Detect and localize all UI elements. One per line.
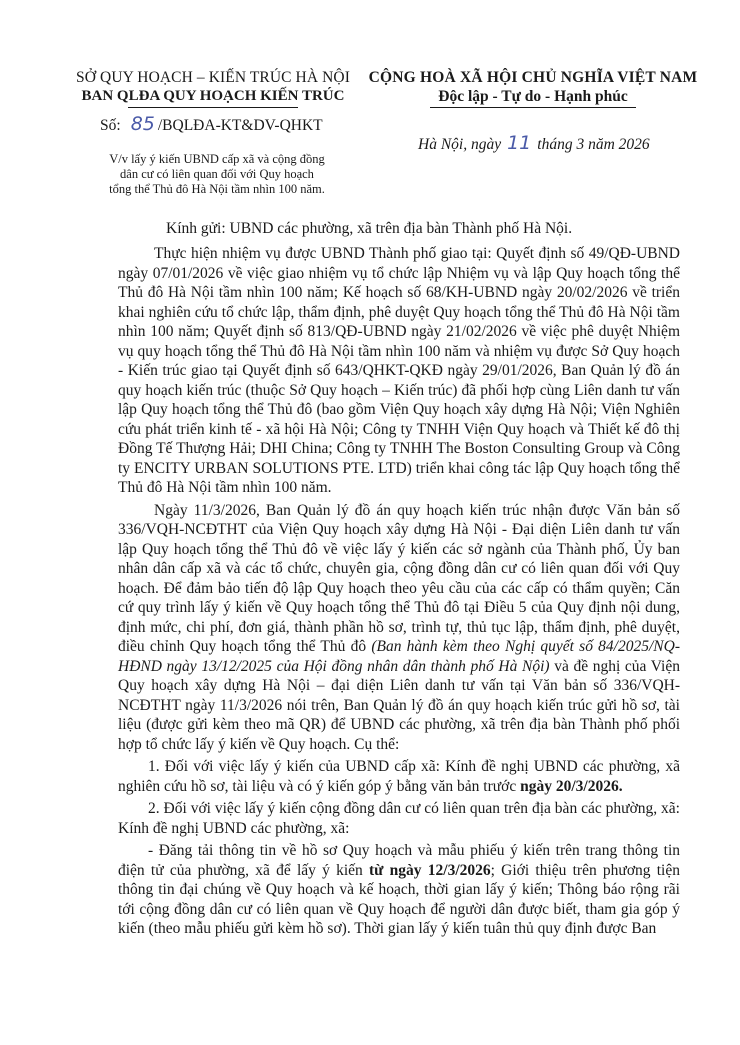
document-body <box>118 244 680 942</box>
subject-block <box>82 152 352 197</box>
board-underline <box>128 107 298 108</box>
paragraph: 2. Đối với việc lấy ý kiến cộng đồng dân cư có liên quan trên địa bàn các phường, xã: Kính đề nghị UBND các phường, xã: <box>118 800 680 837</box>
motto-underline <box>430 107 636 108</box>
date-line <box>418 132 650 154</box>
recipient-line: Kính gửi: UBND các phường, xã trên địa bàn Thành phố Hà Nội. <box>166 220 573 237</box>
doc-number-handwritten: 85 <box>130 113 155 135</box>
date-suffix: tháng 3 năm 2026 <box>537 136 650 153</box>
agency-name: SỞ QUY HOẠCH – KIẾN TRÚC HÀ NỘI <box>76 69 350 86</box>
issuer-block <box>58 68 368 108</box>
start-date: từ ngày 12/3/2026 <box>369 861 491 879</box>
paragraph: 1. Đối với việc lấy ý kiến của UBND cấp xã: Kính đề nghị UBND các phường, xã nghiên cứu hồ sơ, tài liệu và có ý kiến góp ý bằng văn bản trước ngày 20/3/2026. <box>118 758 680 795</box>
subject-line: V/v lấy ý kiến UBND cấp xã và cộng đồng <box>109 152 325 166</box>
nation-name: CỘNG HOÀ XÃ HỘI CHỦ NGHĨA VIỆT NAM <box>368 69 698 86</box>
deadline-date: ngày 20/3/2026. <box>520 777 623 795</box>
doc-number-code: /BQLĐA-KT&DV-QHKT <box>157 117 323 134</box>
paragraph: - Đăng tải thông tin về hồ sơ Quy hoạch và mẫu phiếu ý kiến trên trang thông tin điện tử của phường, xã để lấy ý kiến từ ngày 12/3/2026; Giới thiệu trên phương tiện thông tin đại chúng về Quy hoạch và kế hoạch, thời gian lấy ý kiến; Thông báo rộng rãi tới cộng đồng dân cư có liên quan về Quy hoạch để người dân được biết, tham gia góp ý kiến (theo mẫu phiếu gửi kèm hồ sơ). Thời gian lấy ý kiến tuân thủ quy định được Ban <box>118 842 680 937</box>
national-heading <box>368 68 698 108</box>
date-prefix: Hà Nội, ngày <box>418 136 502 153</box>
board-name: BAN QLĐA QUY HOẠCH KIẾN TRÚC <box>81 88 345 104</box>
document-number <box>100 113 323 135</box>
italic-citation: (Ban hành kèm theo Nghị quyết số 84/2025/NQ-HĐND ngày 13/12/2025 của Hội đồng nhân dân thành phố Hà Nội) <box>118 638 680 675</box>
doc-number-label: Số: <box>100 117 121 134</box>
subject-line: tổng thể Thủ đô Hà Nội tầm nhìn 100 năm. <box>109 182 325 196</box>
national-motto: Độc lập - Tự do - Hạnh phúc <box>438 88 628 105</box>
subject-line: dân cư có liên quan đối với Quy hoạch <box>120 167 314 181</box>
date-day-handwritten: 11 <box>507 132 532 154</box>
paragraph: Thực hiện nhiệm vụ được UBND Thành phố giao tại: Quyết định số 49/QĐ-UBND ngày 07/01/2026 về việc giao nhiệm vụ tổ chức lập Nhiệm vụ và lập Quy hoạch tổng thể Thủ đô Hà Nội tầm nhìn 100 năm; Kế hoạch số 68/KH-UBND ngày 20/02/2026 về triển khai nghiên cứu tổ chức lập, thẩm định, phê duyệt Quy hoạch tổng thể Thủ đô Hà Nội tầm nhìn 100 năm; Quyết định số 813/QĐ-UBND ngày 21/02/2026 về việc phê duyệt Nhiệm vụ quy hoạch tổng thể Thủ đô Hà Nội tầm nhìn 100 năm và nhiệm vụ được Sở Quy hoạch - Kiến trúc giao tại Quyết định số 643/QHKT-QKĐ ngày 29/01/2026, Ban Quản lý đồ án quy hoạch kiến trúc (thuộc Sở Quy hoạch – Kiến trúc) đã phối hợp cùng Liên danh tư vấn lập Quy hoạch tổng thể Thủ đô (bao gồm Viện Quy hoạch xây dựng Hà Nội; Viện Nghiên cứu phát triển kinh tế - xã hội Hà Nội; Công ty TNHH Viện Quy hoạch và Thiết kế đô thị Đồng Tế Thượng Hải; DHI China; Công ty TNHH The Boston Consulting Group và Công ty ENCITY URBAN SOLUTIONS PTE. LTD) triển khai công tác lập Quy hoạch tổng thể Thủ đô Hà Nội tầm nhìn 100 năm. <box>118 245 680 496</box>
paragraph: Ngày 11/3/2026, Ban Quản lý đồ án quy hoạch kiến trúc nhận được Văn bản số 336/VQH-NCĐTHT của Viện Quy hoạch xây dựng Hà Nội - Đại diện Liên danh tư vấn lập Quy hoạch tổng thể Thủ đô về việc lấy ý kiến các sở ngành của Thành phố, Ủy ban nhân dân cấp xã và các tổ chức, chuyên gia, cộng đồng dân cư có liên quan đối với Quy hoạch. Để đảm bảo tiến độ lập Quy hoạch theo yêu cầu của các cấp có thẩm quyền; Căn cứ quy trình lấy ý kiến về Quy hoạch tổng thể Thủ đô tại Điều 5 của Quy định nội dung, định mức, chi phí, đơn giá, thành phần hồ sơ, trình tự, thủ tục lập, thẩm định, phê duyệt, điều chỉnh Quy hoạch tổng thể Thủ đô (Ban hành kèm theo Nghị quyết số 84/2025/NQ-HĐND ngày 13/12/2025 của Hội đồng nhân dân thành phố Hà Nội) và đề nghị của Viện Quy hoạch xây dựng Hà Nội – đại diện Liên danh tư vấn tại Văn bản số 336/VQH-NCĐTHT ngày 11/3/2026 nói trên, Ban Quản lý đồ án quy hoạch kiến trúc gửi hồ sơ, tài liệu (được gửi kèm theo mã QR) để UBND các phường, xã trên địa bàn Thành phố phối hợp tổ chức lấy ý kiến về Quy hoạch. Cụ thể: <box>118 501 680 753</box>
